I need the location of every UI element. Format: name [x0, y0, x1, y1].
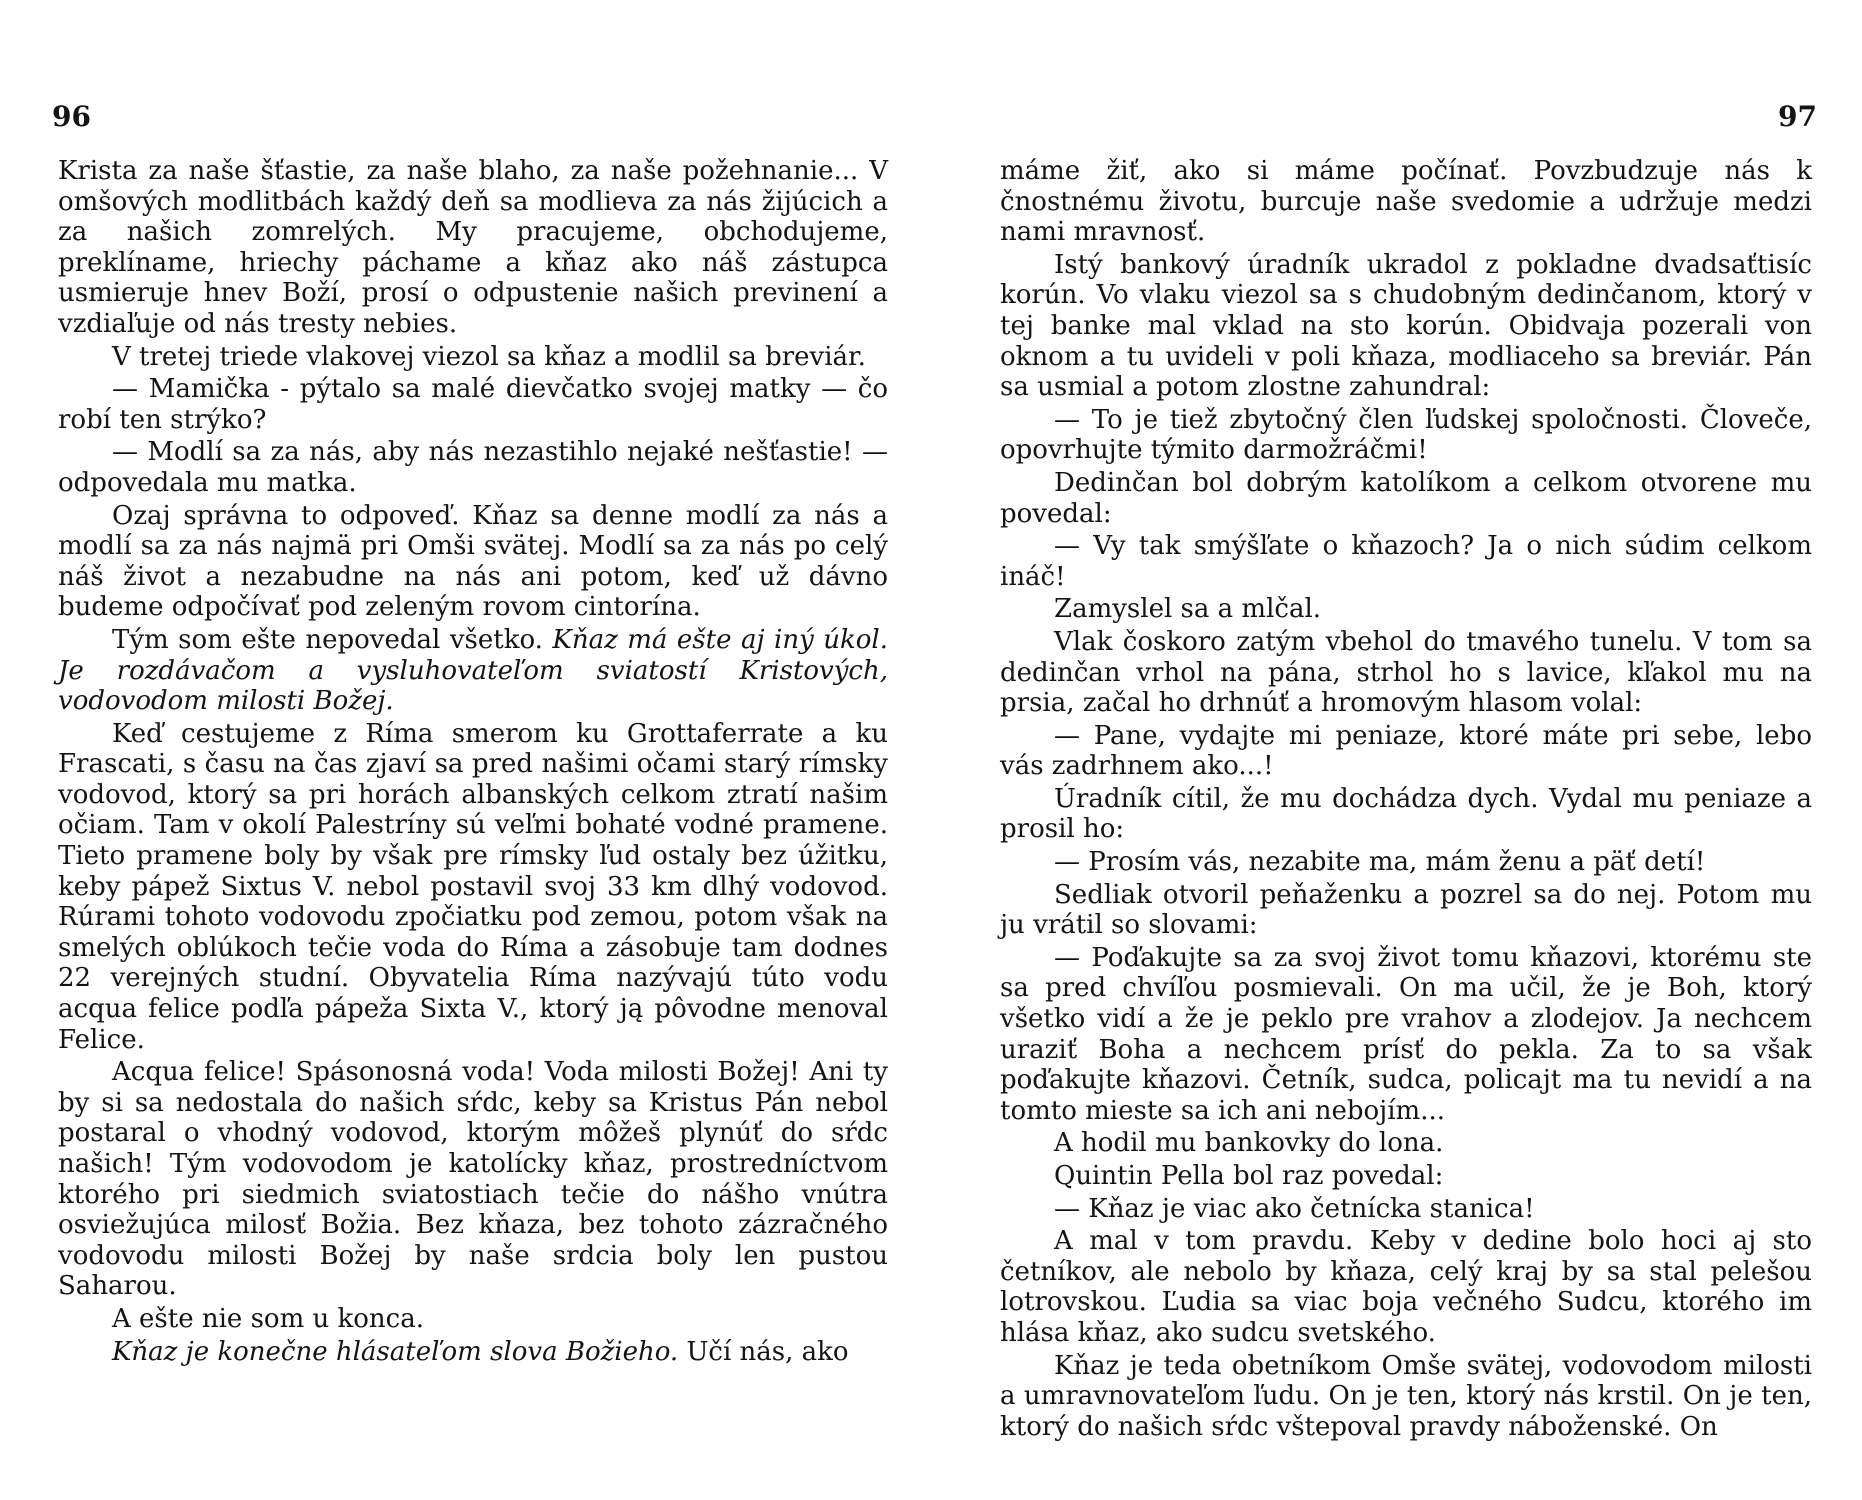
paragraph — [1000, 405, 1812, 466]
paragraph — [1000, 594, 1812, 625]
paragraph-text: — Modlí sa za nás, aby nás nezastihlo nejaké nešťastie! — odpovedala mu matka. — [58, 437, 888, 498]
paragraph-text: Úradník cítil, že mu dochádza dych. Vydal mu peniaze a prosil ho: — [1000, 783, 1812, 845]
paragraph — [1000, 1351, 1812, 1443]
paragraph — [1000, 847, 1812, 878]
paragraph — [1000, 531, 1812, 592]
paragraph-text: Acqua felice! Spásonosná voda! Voda milosti Božej! Ani ty by si sa nedostala do našich sŕdc, keby sa Kristus Pán nebol postaral o vhodný vodovod, ktorým môžeš plynúť do sŕdc našich! Tým vodovodom je katolícky kňaz, prostredníctvom ktorého pri siedmich sviatostiach tečie do nášho vnútra osviežujúca milosť Božia. Bez kňaza, bez tohoto zázračného vodovodu milosti Božej by naše srdcia boly len pustou Saharou. — [58, 1057, 888, 1302]
paragraph-text: Tým som ešte nepovedal všetko. — [112, 624, 553, 655]
paragraph — [58, 437, 888, 498]
paragraph — [1000, 1161, 1812, 1192]
paragraph — [58, 1337, 888, 1368]
paragraph-text: máme žiť, ako si máme počínať. Povzbudzuje nás k čnostnému životu, burcuje naše svedomie a udržuje medzi nami mravnosť. — [1000, 156, 1812, 248]
paragraph — [1000, 880, 1812, 941]
paragraph-text: Ozaj správna to odpoveď. Kňaz sa denne modlí za nás a modlí sa za nás najmä pri Omši svätej. Modlí sa za nás po celý náš život a nezabudne na nás ani potom, keď už dávno budeme odpočívať pod zeleným rovom cintorína. — [58, 500, 888, 623]
paragraph-text: — Mamička - pýtalo sa malé dievčatko svojej matky — čo robí ten strýko? — [58, 374, 888, 435]
paragraph-text: — Kňaz je viac ako četnícka stanica! — [1054, 1193, 1535, 1224]
paragraph-text: Učí nás, ako — [678, 1336, 849, 1367]
paragraph-text: — Poďakujte sa za svoj život tomu kňazovi, ktorému ste sa pred chvíľou posmievali. On ma učil, že je Boh, ktorý všetko vidí a že je peklo pre vrahov a zlodejov. Ja nechcem uraziť Boha a nechcem prísť do pekla. Za to sa však poďakujte kňazovi. Četník, sudca, policajt ma tu nevidí a na tomto mieste sa ich ani nebojím... — [1000, 942, 1812, 1126]
paragraph — [1000, 1128, 1812, 1159]
paragraph — [58, 374, 888, 435]
paragraph-text: — Vy tak smýšľate o kňazoch? Ja o nich súdim celkom ináč! — [1000, 531, 1812, 592]
paragraph — [58, 1304, 888, 1335]
right-page-text — [1000, 156, 1812, 1444]
paragraph-text: A ešte nie som u konca. — [112, 1303, 424, 1334]
paragraph-text: — To je tiež zbytočný člen ľudskej spoločnosti. Človeče, opovrhujte týmito darmožráčmi! — [1000, 404, 1812, 466]
paragraph-text: Istý bankový úradník ukradol z pokladne dvadsaťtisíc korún. Vo vlaku viezol sa s chudobným dedinčanom, ktorý v tej banke mal vklad na sto korún. Obidvaja pozerali von oknom a tu uvideli v poli kňaza, modliaceho sa breviár. Pán sa usmial a potom zlostne zahundral: — [1000, 249, 1812, 403]
paragraph — [1000, 943, 1812, 1127]
paragraph-text: Quintin Pella bol raz povedal: — [1054, 1161, 1444, 1191]
paragraph — [1000, 1194, 1812, 1225]
paragraph — [1000, 721, 1812, 782]
paragraph-text: V tretej triede vlakovej viezol sa kňaz a modlil sa breviár. — [112, 341, 866, 372]
paragraph — [1000, 627, 1812, 719]
paragraph-text: — Prosím vás, nezabite ma, mám ženu a päť detí! — [1054, 847, 1706, 878]
italic-text: Kňaz má ešte aj iný úkol. Je rozdávačom a vysluhovateľom sviatostí Kristových, vodovodom milosti Božej. — [58, 624, 888, 717]
paragraph — [58, 625, 888, 717]
left-page-text — [58, 156, 888, 1369]
italic-text: Kňaz je konečne hlásateľom slova Božieho. — [112, 1336, 679, 1367]
paragraph-text: Krista za naše šťastie, za naše blaho, za naše požehnanie... V omšových modlitbách každý deň sa modlieva za nás žijúcich a za našich zomrelých. My pracujeme, obchodujeme, preklíname, hriechy páchame a kňaz ako náš zástupca usmieruje hnev Boží, prosí o odpustenie našich previnení a vzdiaľuje od nás tresty nebies. — [58, 156, 888, 339]
paragraph — [58, 719, 888, 1056]
left-page-number: 96 — [52, 100, 91, 133]
paragraph-text: Dedinčan bol dobrým katolíkom a celkom otvorene mu povedal: — [1000, 467, 1812, 529]
paragraph-text: Sedliak otvoril peňaženku a pozrel sa do nej. Potom mu ju vrátil so slovami: — [1000, 879, 1812, 941]
paragraph — [58, 342, 888, 373]
paragraph-text: Vlak čoskoro zatým vbehol do tmavého tunelu. V tom sa dedinčan vrhol na pána, strhol ho s lavice, kľakol mu na prsia, začal ho drhnúť a hromovým hlasom volal: — [1000, 626, 1812, 719]
paragraph — [1000, 468, 1812, 529]
paragraph-text: — Pane, vydajte mi peniaze, ktoré máte pri sebe, lebo vás zadrhnem ako...! — [1000, 720, 1812, 782]
paragraph-text: Kňaz je teda obetníkom Omše svätej, vodovodom milosti a umravnovateľom ľudu. On je ten, ktorý nás krstil. On je ten, ktorý do našich sŕdc vštepoval pravdy náboženské. On — [1000, 1350, 1812, 1442]
paragraph-text: A mal v tom pravdu. Keby v dedine bolo hoci aj sto četníkov, ale nebolo by kňaza, celý kraj by sa stal pelešou lotrovskou. Ľudia sa viac boja večného Sudcu, ktorého im hlása kňaz, ako sudcu svetského. — [1000, 1226, 1812, 1348]
paragraph — [1000, 156, 1812, 248]
paragraph — [1000, 250, 1812, 403]
right-page-number: 97 — [1778, 100, 1817, 133]
paragraph — [58, 1057, 888, 1302]
paragraph-text: Zamyslel sa a mlčal. — [1054, 594, 1322, 625]
paragraph-text: A hodil mu bankovky do lona. — [1054, 1128, 1444, 1159]
paragraph — [1000, 784, 1812, 845]
paragraph — [58, 156, 888, 340]
paragraph-text: Keď cestujeme z Ríma smerom ku Grottaferrate a ku Frascati, s času na čas zjaví sa pred našimi očami starý rímsky vodovod, ktorý sa pri horách albanských celkom ztratí našim očiam. Tam v okolí Palestríny sú veľmi bohaté vodné pramene. Tieto pramene boly by však pre rímsky ľud ostaly bez úžitku, keby pápež Sixtus V. nebol postavil svoj 33 km dlhý vodovod. Rúrami tohoto vodovodu zpočiatku pod zemou, potom však na smelých oblúkoch tečie voda do Ríma a zásobuje tam dodnes 22 verejných studní. Obyvatelia Ríma nazývajú túto vodu acqua felice podľa pápeža Sixta V., ktorý ją pôvodne menoval Felice. — [58, 718, 888, 1055]
paragraph — [1000, 1226, 1812, 1348]
paragraph — [58, 501, 888, 623]
